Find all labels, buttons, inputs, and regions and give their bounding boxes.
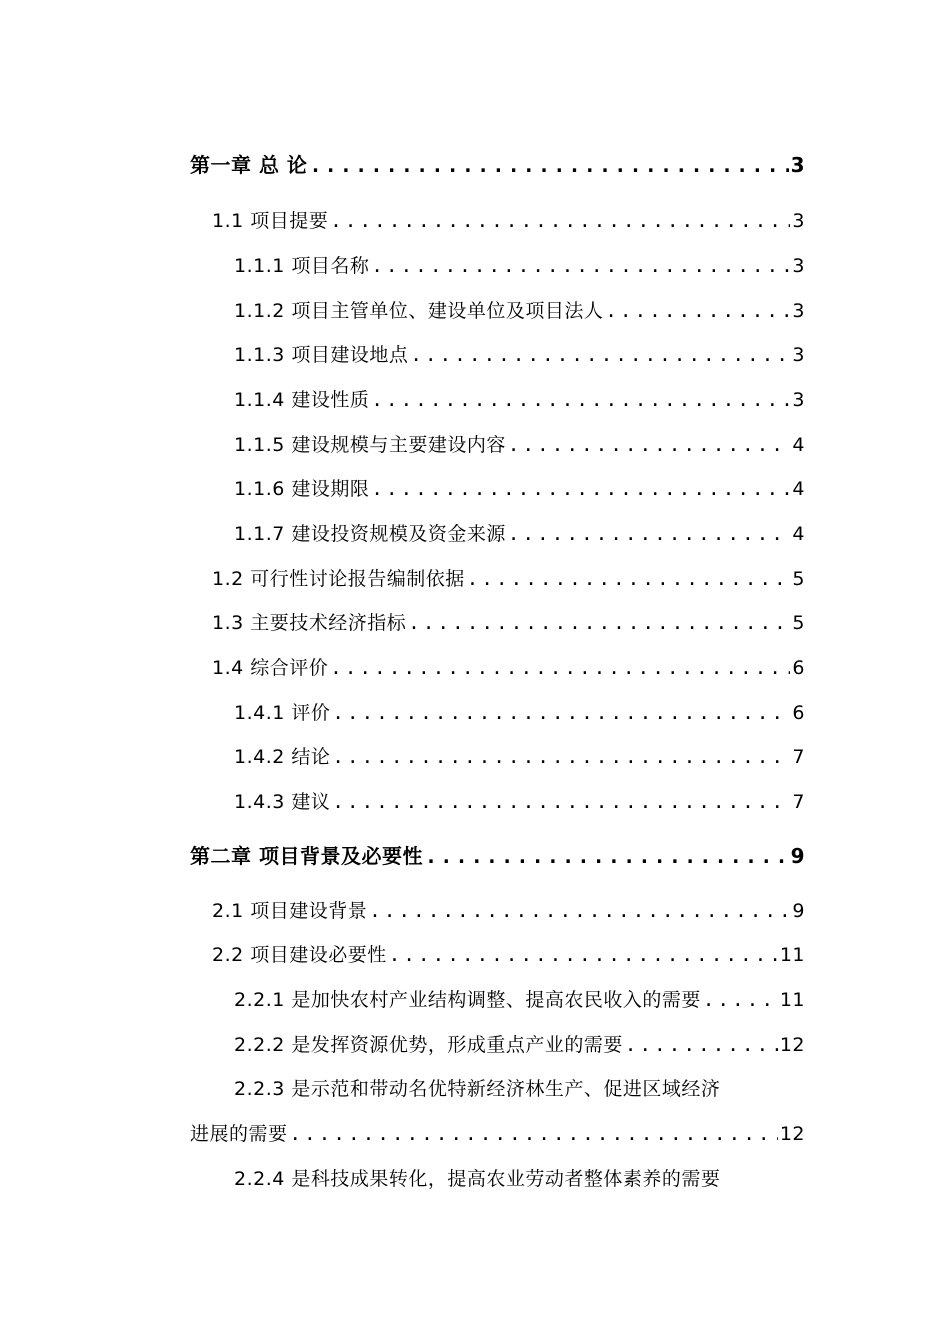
toc-subsection-1-1-1[interactable] — [234, 253, 805, 279]
toc-section-1-4[interactable] — [212, 655, 805, 681]
toc-page-number: 6 — [792, 657, 805, 679]
toc-page-number: 4 — [792, 478, 805, 500]
toc-subsection-2-2-3-line1[interactable] — [234, 1076, 720, 1102]
toc-subsection-2-2-2[interactable] — [234, 1032, 805, 1058]
toc-page-number: 12 — [779, 1123, 805, 1145]
toc-leader — [332, 700, 790, 726]
toc-chapter-1[interactable] — [190, 152, 805, 178]
toc-page-number: 12 — [779, 1034, 805, 1056]
toc-subsection-2-2-3-line2[interactable] — [190, 1121, 805, 1147]
toc-title: 2.2.1 是加快农村产业结构调整、提高农民收入的需要 — [234, 989, 701, 1011]
toc-leader — [332, 789, 790, 815]
toc-page-number: 3 — [792, 389, 805, 411]
toc-subsection-1-1-5[interactable] — [234, 432, 805, 458]
toc-page-number: 3 — [790, 153, 805, 177]
toc-leader — [408, 610, 790, 636]
toc-section-2-2[interactable] — [212, 942, 805, 968]
toc-title: 1.1.7 建设投资规模及资金来源 — [234, 523, 506, 545]
toc-title: 第一章 总 论 — [190, 153, 308, 177]
toc-page-number: 4 — [792, 523, 805, 545]
toc-page-number: 5 — [792, 568, 805, 590]
toc-leader — [410, 342, 790, 368]
toc-leader — [389, 942, 778, 968]
toc-page-number: 5 — [792, 612, 805, 634]
toc-page-number: 7 — [792, 746, 805, 768]
toc-leader — [330, 655, 790, 681]
toc-page-number: 3 — [792, 255, 805, 277]
toc-subsection-1-4-1[interactable] — [234, 700, 805, 726]
toc-title: 1.4.1 评价 — [234, 702, 331, 724]
toc-leader — [467, 566, 791, 592]
toc-leader — [371, 387, 790, 413]
toc-page-number: 6 — [792, 702, 805, 724]
toc-page-number: 9 — [792, 900, 805, 922]
toc-page-number: 7 — [792, 791, 805, 813]
toc-section-1-3[interactable] — [212, 610, 805, 636]
toc-leader — [332, 744, 790, 770]
toc-leader — [508, 432, 791, 458]
toc-leader — [309, 152, 788, 178]
toc-title: 1.1.4 建设性质 — [234, 389, 370, 411]
toc-title: 2.1 项目建设背景 — [212, 900, 368, 922]
toc-title: 1.3 主要技术经济指标 — [212, 612, 407, 634]
toc-chapter-2[interactable] — [190, 843, 805, 869]
toc-subsection-1-1-2[interactable] — [234, 298, 805, 324]
toc-subsection-2-2-1[interactable] — [234, 987, 805, 1013]
toc-leader — [425, 843, 789, 869]
toc-leader — [330, 208, 790, 234]
toc-page-number: 11 — [779, 944, 805, 966]
toc-title: 2.2.2 是发挥资源优势，形成重点产业的需要 — [234, 1034, 623, 1056]
toc-subsection-1-1-7[interactable] — [234, 521, 805, 547]
toc-page-number: 4 — [792, 434, 805, 456]
toc-section-2-1[interactable] — [212, 898, 805, 924]
toc-leader — [369, 898, 790, 924]
toc-title: 1.1.5 建设规模与主要建设内容 — [234, 434, 506, 456]
toc-title: 1.1.6 建设期限 — [234, 478, 370, 500]
toc-section-1-2[interactable] — [212, 566, 805, 592]
toc-leader — [605, 298, 790, 324]
toc-subsection-1-4-3[interactable] — [234, 789, 805, 815]
toc-title: 2.2.4 是科技成果转化，提高农业劳动者整体素养的需要 — [234, 1168, 721, 1190]
toc-leader — [703, 987, 778, 1013]
toc-subsection-1-1-3[interactable] — [234, 342, 805, 368]
toc-title: 1.2 可行性讨论报告编制依据 — [212, 568, 465, 590]
toc-title: 1.4.3 建议 — [234, 791, 331, 813]
toc-section-1-1[interactable] — [212, 208, 805, 234]
toc-title: 进展的需要 — [190, 1123, 288, 1145]
toc-leader — [290, 1121, 778, 1147]
toc-title: 1.1.1 项目名称 — [234, 255, 370, 277]
toc-title: 1.1.3 项目建设地点 — [234, 344, 409, 366]
toc-page-number: 11 — [779, 989, 805, 1011]
toc-title: 2.2 项目建设必要性 — [212, 944, 387, 966]
toc-page-number: 9 — [790, 844, 805, 868]
toc-leader — [625, 1032, 778, 1058]
toc-subsection-1-1-6[interactable] — [234, 476, 805, 502]
toc-title: 1.1 项目提要 — [212, 210, 329, 232]
toc-page-number: 3 — [792, 210, 805, 232]
toc-leader — [508, 521, 791, 547]
toc-title: 2.2.3 是示范和带动名优特新经济林生产、促进区域经济 — [234, 1078, 721, 1100]
toc-subsection-2-2-4[interactable] — [234, 1166, 720, 1192]
toc-subsection-1-4-2[interactable] — [234, 744, 805, 770]
toc-title: 1.1.2 项目主管单位、建设单位及项目法人 — [234, 300, 604, 322]
toc-page-number: 3 — [792, 300, 805, 322]
toc-leader — [371, 476, 790, 502]
toc-title: 1.4.2 结论 — [234, 746, 331, 768]
toc-subsection-1-1-4[interactable] — [234, 387, 805, 413]
toc-title: 1.4 综合评价 — [212, 657, 329, 679]
toc-leader — [371, 253, 790, 279]
toc-page-number: 3 — [792, 344, 805, 366]
toc-title: 第二章 项目背景及必要性 — [190, 844, 423, 868]
